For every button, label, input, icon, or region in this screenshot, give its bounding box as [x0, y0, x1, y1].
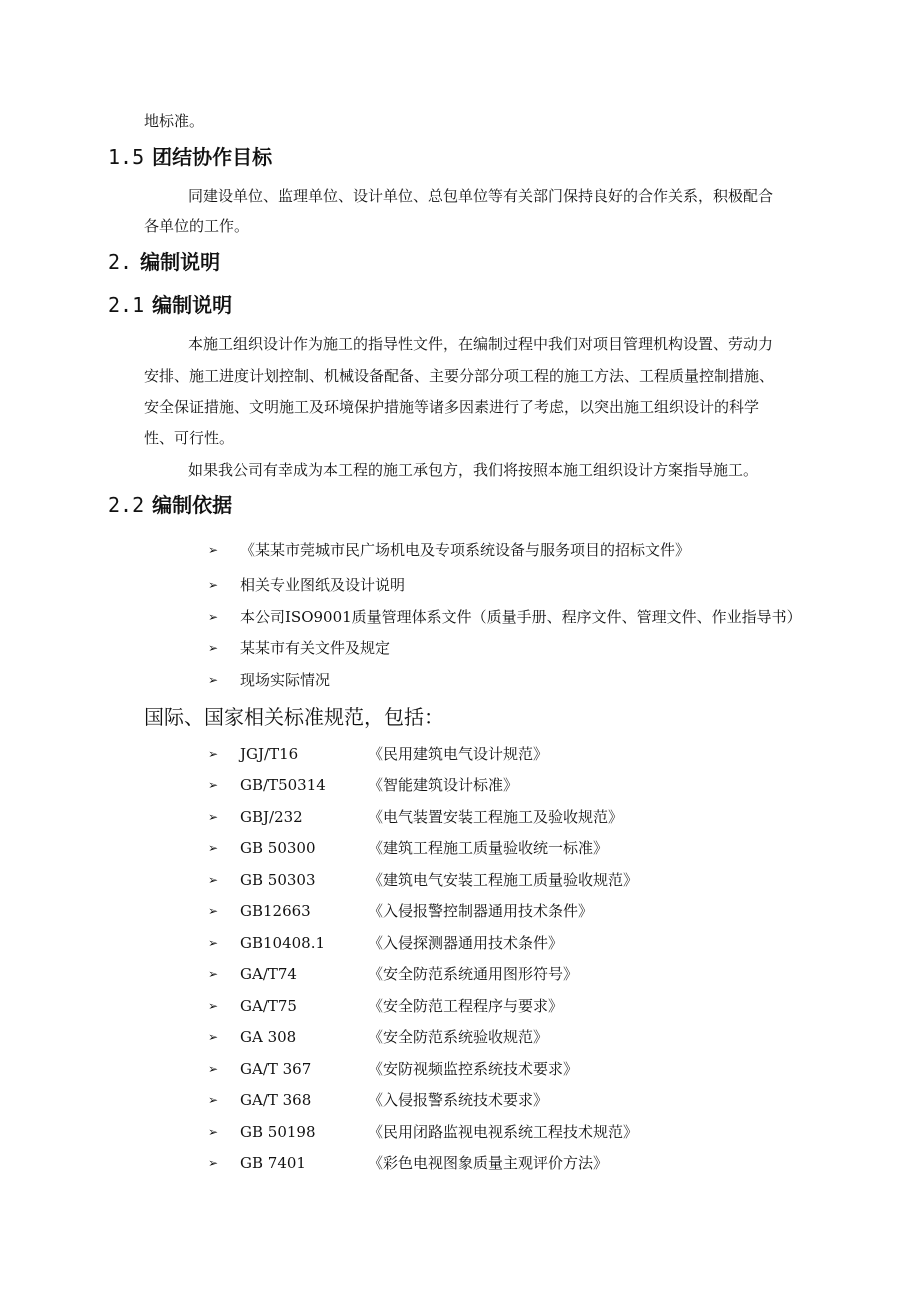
standard-title: 《建筑工程施工质量验收统一标准》	[368, 839, 609, 857]
standard-code: GB 50198	[240, 1123, 316, 1141]
paragraph-line: 安排、施工进度计划控制、机械设备配备、主要分部分项工程的施工方法、工程质量控制措施、	[144, 367, 775, 385]
arrow-bullet-icon: ➢	[208, 936, 219, 950]
arrow-bullet-icon: ➢	[208, 810, 219, 824]
standard-row	[208, 807, 768, 827]
list-item	[208, 607, 828, 627]
section-heading-2-2	[108, 492, 232, 518]
arrow-bullet-icon: ➢	[208, 1030, 219, 1044]
standard-code: GBJ/232	[240, 808, 303, 826]
standard-row	[208, 1090, 768, 1110]
standard-row	[208, 1059, 768, 1079]
section-title: 编制依据	[152, 493, 233, 517]
arrow-bullet-icon: ➢	[208, 999, 219, 1013]
standard-code: GB10408.1	[240, 934, 326, 952]
standard-title: 《入侵探测器通用技术条件》	[368, 934, 564, 952]
standard-code: GA/T74	[240, 965, 297, 983]
standard-code: GA 308	[240, 1028, 297, 1046]
standard-code: GA/T 368	[240, 1091, 312, 1109]
arrow-bullet-icon: ➢	[208, 904, 219, 918]
list-item-text: 某某市有关文件及规定	[240, 639, 391, 657]
list-item	[208, 540, 828, 560]
paragraph-line: 安全保证措施、文明施工及环境保护措施等诸多因素进行了考虑，以突出施工组织设计的科学	[144, 398, 760, 416]
arrow-bullet-icon: ➢	[208, 967, 219, 981]
paragraph-line: 如果我公司有幸成为本工程的施工承包方，我们将按照本施工组织设计方案指导施工。	[188, 461, 759, 479]
standard-row	[208, 1027, 768, 1047]
standard-title: 《彩色电视图象质量主观评价方法》	[368, 1154, 609, 1172]
section-heading-2-1	[108, 292, 232, 318]
section-number: 1.5	[108, 145, 145, 169]
list-item	[208, 638, 828, 658]
standard-code: GB 50303	[240, 871, 316, 889]
standard-code: GB 7401	[240, 1154, 306, 1172]
standard-code: GA/T75	[240, 997, 297, 1015]
standard-row	[208, 775, 768, 795]
standard-title: 《安防视频监控系统技术要求》	[368, 1060, 579, 1078]
arrow-bullet-icon: ➢	[208, 873, 219, 887]
standard-row	[208, 1122, 768, 1142]
standard-title: 《民用闭路监视电视系统工程技术规范》	[368, 1123, 639, 1141]
paragraph-line: 各单位的工作。	[144, 217, 250, 235]
standard-title: 《电气装置安装工程施工及验收规范》	[368, 808, 624, 826]
paragraph-line: 同建设单位、监理单位、设计单位、总包单位等有关部门保持良好的合作关系，积极配合	[188, 187, 774, 205]
standard-row	[208, 1153, 768, 1173]
standard-title: 《智能建筑设计标准》	[368, 776, 519, 794]
standard-row	[208, 838, 768, 858]
list-item	[208, 575, 828, 595]
arrow-bullet-icon: ➢	[208, 841, 219, 855]
standard-row	[208, 870, 768, 890]
standard-title: 《入侵报警系统技术要求》	[368, 1091, 549, 1109]
standard-code: GB 50300	[240, 839, 316, 857]
arrow-bullet-icon: ➢	[208, 610, 219, 624]
standard-row	[208, 964, 768, 984]
section-number: 2.2	[108, 493, 145, 517]
list-item	[208, 670, 828, 690]
list-item-text: 《某某市莞城市民广场机电及专项系统设备与服务项目的招标文件》	[240, 541, 691, 559]
standard-title: 《民用建筑电气设计规范》	[368, 745, 549, 763]
section-heading-1-5	[108, 144, 272, 170]
arrow-bullet-icon: ➢	[208, 641, 219, 655]
section-number: 2.1	[108, 293, 145, 317]
arrow-bullet-icon: ➢	[208, 543, 219, 557]
section-heading-2	[108, 249, 220, 275]
list-item-text: 本公司ISO9001质量管理体系文件（质量手册、程序文件、管理文件、作业指导书）	[240, 608, 802, 626]
continuation-text: 地标准。	[144, 112, 205, 130]
arrow-bullet-icon: ➢	[208, 778, 219, 792]
arrow-bullet-icon: ➢	[208, 1062, 219, 1076]
list-item-text: 现场实际情况	[240, 671, 331, 689]
arrow-bullet-icon: ➢	[208, 747, 219, 761]
standard-row	[208, 901, 768, 921]
list-item-text: 相关专业图纸及设计说明	[240, 576, 406, 594]
standard-code: GB/T50314	[240, 776, 326, 794]
standard-title: 《入侵报警控制器通用技术条件》	[368, 902, 594, 920]
arrow-bullet-icon: ➢	[208, 1093, 219, 1107]
standard-row	[208, 996, 768, 1016]
paragraph-line: 本施工组织设计作为施工的指导性文件，在编制过程中我们对项目管理机构设置、劳动力	[188, 335, 774, 353]
standard-code: JGJ/T16	[240, 745, 299, 763]
section-title: 编制说明	[152, 293, 233, 317]
standards-intro: 国际、国家相关标准规范，包括：	[144, 705, 444, 729]
section-title: 团结协作目标	[152, 145, 273, 169]
standard-title: 《安全防范工程程序与要求》	[368, 997, 564, 1015]
arrow-bullet-icon: ➢	[208, 1156, 219, 1170]
section-title: 编制说明	[140, 250, 221, 274]
standard-row	[208, 744, 768, 764]
standard-code: GA/T 367	[240, 1060, 312, 1078]
arrow-bullet-icon: ➢	[208, 673, 219, 687]
standard-row	[208, 933, 768, 953]
standard-title: 《安全防范系统验收规范》	[368, 1028, 549, 1046]
paragraph-line: 性、可行性。	[144, 429, 235, 447]
arrow-bullet-icon: ➢	[208, 1125, 219, 1139]
section-number: 2.	[108, 250, 133, 274]
arrow-bullet-icon: ➢	[208, 578, 219, 592]
standard-title: 《安全防范系统通用图形符号》	[368, 965, 579, 983]
standard-title: 《建筑电气安装工程施工质量验收规范》	[368, 871, 639, 889]
standard-code: GB12663	[240, 902, 311, 920]
